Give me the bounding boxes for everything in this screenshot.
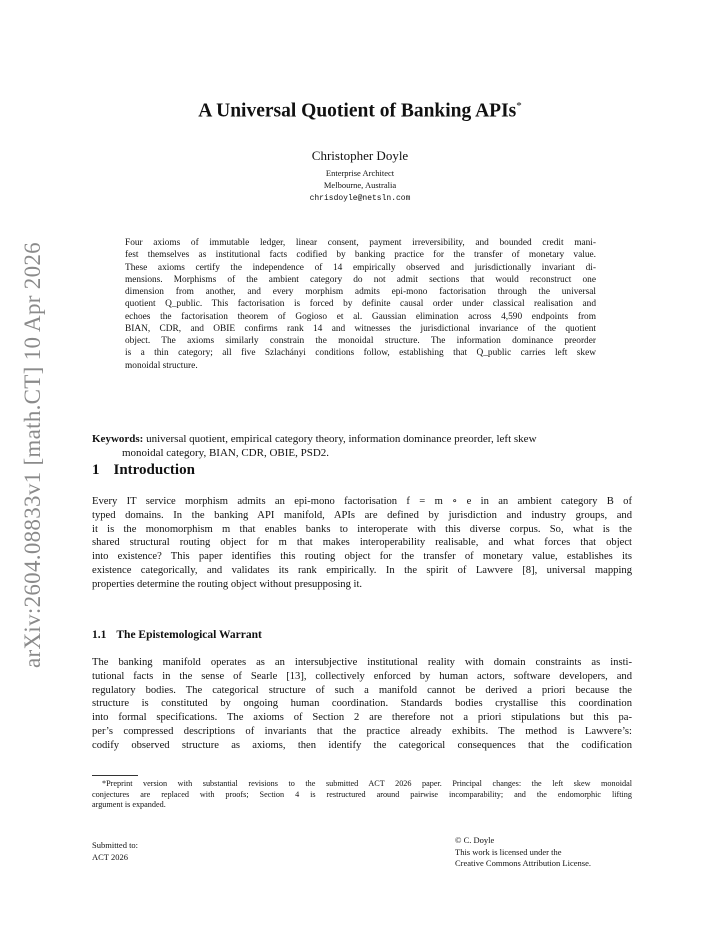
keywords-text: universal quotient, empirical category theory, information dominance preorder, left skew bbox=[146, 433, 537, 445]
abstract-line: echoes the factorisation theorem of Gogioso et al. Gaussian elimination across 4,590 endpoints from bbox=[125, 311, 596, 322]
abstract-line: quotient Q_public. This factorisation is forced by definite causal order under classical realisation and bbox=[125, 299, 596, 310]
submitted-venue: ACT 2026 bbox=[92, 851, 128, 862]
paragraph-line: existence categorically, and validates its rank empirically. In the spirit of Lawvere [8], universal mapping bbox=[92, 564, 632, 576]
paragraph-line: The banking manifold operates as an intersubjective institutional reality with domain constraints as insti- bbox=[92, 657, 632, 668]
paragraph-line: shared structural routing object for m that makes interoperability realisable, and what forces that object bbox=[92, 537, 632, 549]
abstract-line: mensions. Morphisms of the ambient category do not admit sections that would reconstruct one bbox=[125, 274, 596, 285]
keywords-label: Keywords: bbox=[92, 433, 144, 445]
author-location: Melbourne, Australia bbox=[323, 180, 397, 190]
license-line: Creative Commons Attribution License. bbox=[455, 858, 591, 868]
paragraph-line: properties determine the routing object without presupposing it. bbox=[92, 578, 363, 590]
paragraph-line: typed domains. In the banking API manifold, APIs are defined by jurisdiction and industry groups, and bbox=[92, 509, 632, 521]
abstract-line: object. The axioms similarly constrain the monoidal structure. The information dominance preorder bbox=[125, 336, 596, 346]
paper-title bbox=[0, 100, 720, 123]
section-number: 1 bbox=[92, 462, 100, 478]
intro-paragraph bbox=[92, 495, 632, 592]
author-name: Christopher Doyle bbox=[311, 148, 409, 163]
author-email: chrisdoyle@netsln.com bbox=[309, 194, 411, 203]
abstract-line: is a thin category; all five Szlachányi conditions follow, establishing that Q_public carries left skew bbox=[125, 348, 596, 359]
subsection-number: 1.1 bbox=[92, 629, 107, 641]
arxiv-stamp bbox=[18, 242, 48, 668]
abstract-line: dimension from another, and every morphism admits epi-mono factorisation through the universal bbox=[125, 287, 596, 297]
license-line: This work is licensed under the bbox=[455, 846, 562, 857]
footnote-line: *Preprint version with substantial revisions to the submitted ACT 2026 paper. Principal changes: the left skew monoidal bbox=[102, 779, 632, 788]
footnote bbox=[92, 779, 632, 811]
paragraph-line: into existence? This paper identifies this routing object for the transfer of monetary value, establishes its bbox=[92, 551, 632, 563]
keywords bbox=[92, 432, 632, 460]
keywords-text-cont: monoidal category, BIAN, CDR, OBIE, PSD2. bbox=[122, 447, 330, 459]
footnote-line: argument is expanded. bbox=[92, 800, 166, 810]
abstract-line: Four axioms of immutable ledger, linear consent, payment irreversibility, and bounded credit mani- bbox=[125, 238, 596, 248]
submitted-label: Submitted to: bbox=[92, 840, 139, 850]
paragraph-line: into formal specifications. The axioms of Section 2 are therefore not a priori stipulations but this pa- bbox=[92, 712, 632, 724]
submission-info bbox=[92, 840, 138, 863]
paragraph-line: codify observed structure as axioms, then identify the categorical consequences that the codification bbox=[92, 739, 632, 751]
copyright: © C. Doyle bbox=[455, 835, 495, 845]
abstract bbox=[125, 237, 596, 372]
paragraph-line: regulatory bodies. The categorical structure of such a manifold cannot be derived a priori because the bbox=[92, 684, 632, 696]
paragraph-line: tutional facts in the sense of Searle [13], collectively enforced by human actors, software developers, and bbox=[92, 670, 632, 682]
section-heading-introduction bbox=[92, 462, 195, 479]
abstract-line: BIAN, CDR, and OBIE confirms rank 14 and witnesses the jurisdictional invariance of the quotient bbox=[125, 323, 596, 334]
license-info bbox=[455, 835, 591, 870]
footnote-line: conjectures are replaced with proofs; Section 4 is restructured around pairwise incomparability; and the endomorphic lifting bbox=[92, 789, 632, 799]
subsection-title: The Epistemological Warrant bbox=[116, 629, 262, 641]
paragraph-line: it is the monomorphism m that enables banks to interoperate with this diverse corpus. So, what is the bbox=[92, 523, 632, 535]
paragraph-line: structure is constituted by ongoing human coordination. Standards bodies crystallise this coordination bbox=[92, 698, 632, 710]
subsection-heading-epistemological-warrant bbox=[92, 629, 262, 641]
section-title: Introduction bbox=[113, 462, 195, 478]
title-text: A Universal Quotient of Banking APIs bbox=[198, 100, 517, 122]
paragraph-line: Every IT service morphism admits an epi-mono factorisation f = m ∘ e in an ambient category B of bbox=[92, 496, 632, 507]
author-role: Enterprise Architect bbox=[325, 168, 395, 178]
abstract-line: monoidal structure. bbox=[125, 360, 198, 371]
paragraph-line: per’s compressed descriptions of invariants that the practice already exhibits. The method is Lawvere’s: bbox=[92, 725, 632, 737]
abstract-line: fest themselves as institutional facts codified by banking practice for the transfer of monetary value. bbox=[125, 250, 596, 261]
abstract-line: These axioms certify the independence of 14 empirically observed and jurisdictionally invariant di- bbox=[125, 262, 596, 273]
arxiv-id: arXiv:2604.08833v1 [math.CT] 10 Apr 2026 bbox=[20, 242, 45, 668]
title-footnote-mark: * bbox=[516, 100, 522, 112]
warrant-paragraph bbox=[92, 656, 632, 753]
footnote-rule bbox=[92, 775, 138, 776]
